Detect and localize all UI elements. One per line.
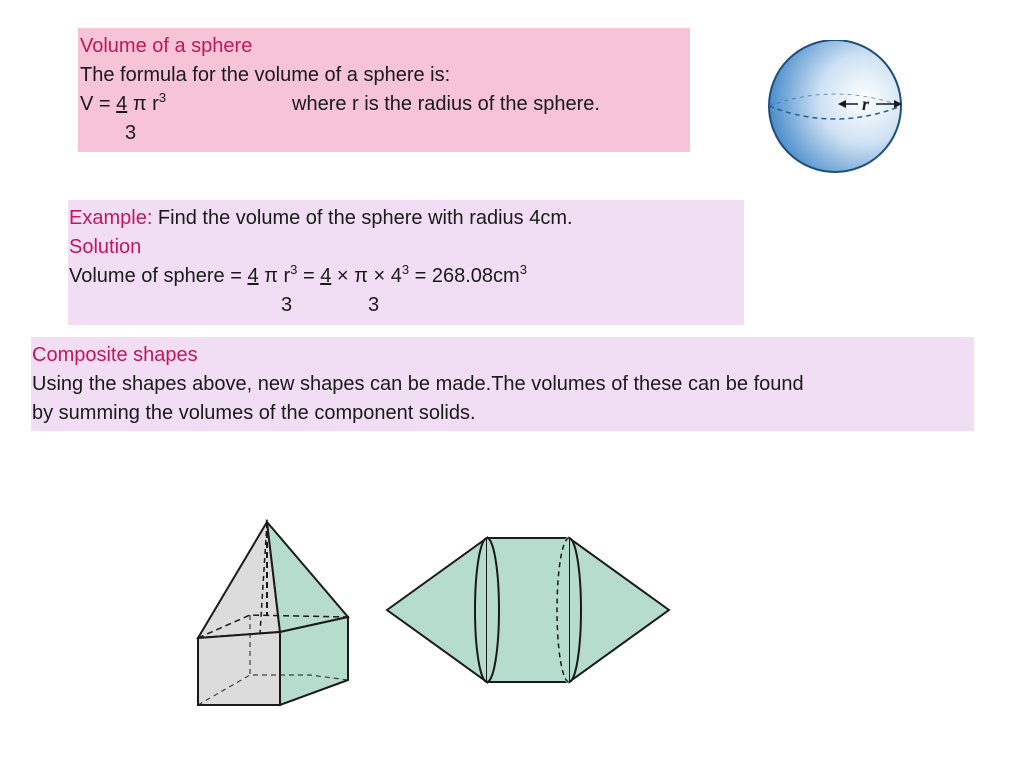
example-panel [68,200,744,325]
example-calculation [69,262,744,291]
calc-exponent-1: 3 [290,262,298,277]
calc-denominator-2: 3 [368,294,380,316]
sphere-illustration [762,40,912,180]
radius-label: r [862,94,870,114]
calc-exponent-2: 3 [401,262,410,277]
calc-result: = 268.08cm [409,265,520,287]
cone-right [569,538,669,682]
solution-label: Solution [69,236,142,258]
sphere-intro: The formula for the volume of a sphere is: [80,64,451,86]
calc-denominator-1: 3 [281,294,293,316]
example-label: Example: [69,207,153,229]
calc-pi-r: π r [258,265,291,287]
calc-equals: = [297,265,321,287]
composite-line-1: Using the shapes above, new shapes can be made.The volumes of these can be found [32,373,804,395]
sphere-formula [80,90,690,119]
sphere-body [769,40,901,172]
composite-panel [31,337,974,431]
pyramid-prism-illustration [190,515,360,715]
formula-note: where r is the radius of the sphere. [292,93,600,115]
prism-right-face [280,617,348,705]
calc-prefix: Volume of sphere = [69,265,248,287]
formula-lhs: V = [80,93,117,115]
sphere-title: Volume of a sphere [80,35,253,57]
cone-cylinder-illustration [382,530,677,695]
calc-denominator-row [69,291,744,320]
calc-numerator-1: 4 [247,265,259,287]
cone-left [387,538,487,682]
formula-pi-r: π r [127,93,159,115]
prism-front-face [198,632,280,705]
example-question: Find the volume of the sphere with radius 4cm. [152,207,573,229]
example-question-row [69,204,744,233]
formula-exponent: 3 [158,90,167,105]
composite-line-2: by summing the volumes of the component solids. [32,402,476,424]
calc-exponent-3: 3 [519,262,527,277]
calc-numerator-2: 4 [320,265,332,287]
calc-middle: × π × 4 [331,265,402,287]
formula-numerator: 4 [116,93,128,115]
formula-denominator-row [80,119,690,148]
sphere-formula-panel [78,28,690,152]
composite-title: Composite shapes [32,344,198,366]
formula-denominator: 3 [125,122,137,144]
